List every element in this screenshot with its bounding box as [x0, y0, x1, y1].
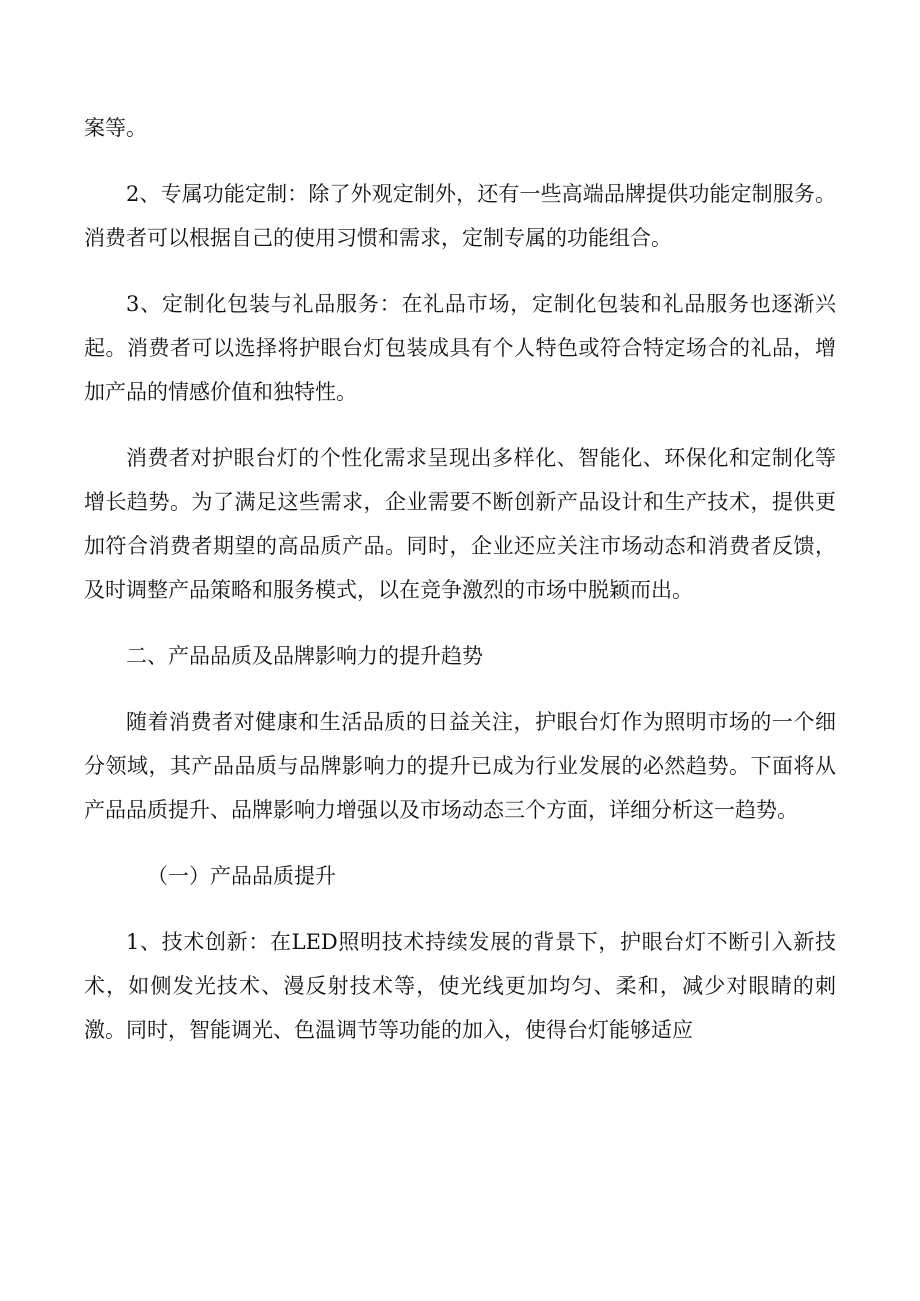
section-heading-quality-brand: 二、产品品质及品牌影响力的提升趋势: [126, 644, 483, 668]
subsection-heading-quality-improvement: （一）产品品质提升: [147, 864, 336, 888]
paragraph-consumer-demand-summary: 消费者对护眼台灯的个性化需求呈现出多样化、智能化、环保化和定制化等增长趋势。为了满足这些需求，企业需要不断创新产品设计和生产技术，提供更加符合消费者期望的高品质产品。同时，企业还应关注市场动态和消费者反馈，及时调整产品策略和服务模式，以在竞争激烈的市场中脱颖而出。: [84, 446, 836, 602]
paragraph-custom-function: 2、专属功能定制：除了外观定制外，还有一些高端品牌提供功能定制服务。消费者可以根据自己的使用习惯和需求，定制专属的功能组合。: [84, 182, 836, 250]
paragraph-quality-brand-intro: 随着消费者对健康和生活品质的日益关注，护眼台灯作为照明市场的一个细分领域，其产品品质与品牌影响力的提升已成为行业发展的必然趋势。下面将从产品品质提升、品牌影响力增强以及市场动态三个方面，详细分析这一趋势。: [84, 710, 836, 822]
document-page: [84, 106, 836, 1074]
paragraph-technology-innovation: 1、技术创新：在LED照明技术持续发展的背景下，护眼台灯不断引入新技术，如侧发光技术、漫反射技术等，使光线更加均匀、柔和，减少对眼睛的刺激。同时，智能调光、色温调节等功能的加入，使得台灯能够适应: [84, 930, 836, 1042]
paragraph-continuation: 案等。: [84, 116, 147, 140]
paragraph-gift-packaging: 3、定制化包装与礼品服务：在礼品市场，定制化包装和礼品服务也逐渐兴起。消费者可以选择将护眼台灯包装成具有个人特色或符合特定场合的礼品，增加产品的情感价值和独特性。: [84, 292, 836, 404]
